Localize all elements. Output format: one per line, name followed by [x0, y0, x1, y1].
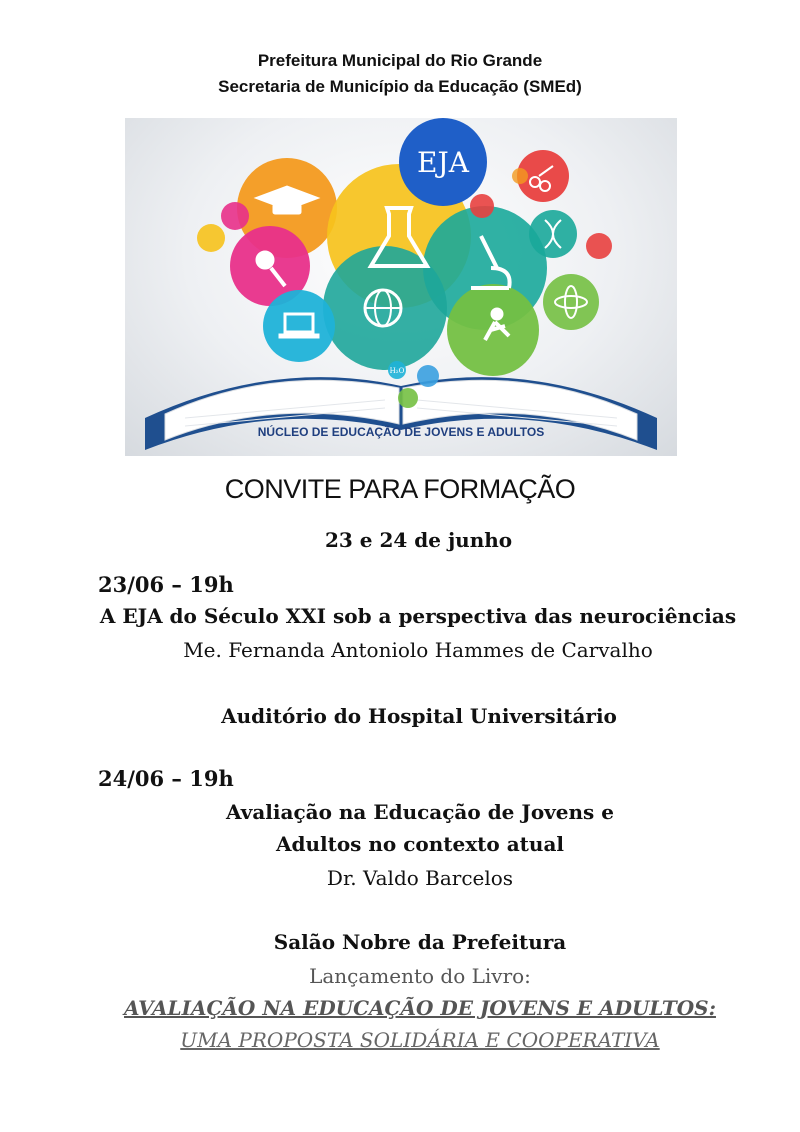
laptop-bubble [263, 290, 335, 362]
atom-bubble [543, 274, 599, 330]
header-prefeitura: Prefeitura Municipal do Rio Grande [257, 51, 543, 70]
eja-banner [125, 118, 677, 456]
book-title-line1: AVALIAÇÃO NA EDUCAÇÃO DE JOVENS E ADULTOS: [124, 996, 716, 1020]
microphone-icon [256, 251, 274, 269]
book-title-line2: UMA PROPOSTA SOLIDÁRIA E COOPERATIVA [180, 1028, 660, 1052]
header-secretaria: Secretaria de Município da Educação (SMEd) [218, 77, 582, 96]
book-launch-label: Lançamento do Livro: [309, 964, 531, 988]
eja-badge-text: EJA [417, 146, 469, 179]
eja-illustration [125, 118, 677, 456]
session1-speaker: Me. Fernanda Antoniolo Hammes de Carvalho [183, 638, 653, 662]
h2o-label: H₂O [389, 367, 405, 375]
session1-venue: Auditório do Hospital Universitário [221, 704, 617, 728]
session2-venue: Salão Nobre da Prefeitura [273, 930, 567, 954]
header [0, 48, 800, 100]
session2-topic-line2: Adultos no contexto atual [275, 832, 565, 856]
session2-time: 24/06 – 19h [98, 766, 234, 791]
session1-topic: A EJA do Século XXI sob a perspectiva das neurociências [99, 604, 737, 628]
session2-topic-line1: Avaliação na Educação de Jovens e [226, 800, 614, 824]
session1-time: 23/06 – 19h [98, 572, 234, 597]
person-running-icon [491, 308, 503, 320]
event-dates: 23 e 24 de junho [325, 528, 513, 552]
banner-caption: NÚCLEO DE EDUCAÇÃO DE JOVENS E ADULTOS [257, 425, 545, 439]
page-title: CONVITE PARA FORMAÇÃO [224, 474, 576, 504]
session2-speaker: Dr. Valdo Barcelos [326, 866, 514, 890]
